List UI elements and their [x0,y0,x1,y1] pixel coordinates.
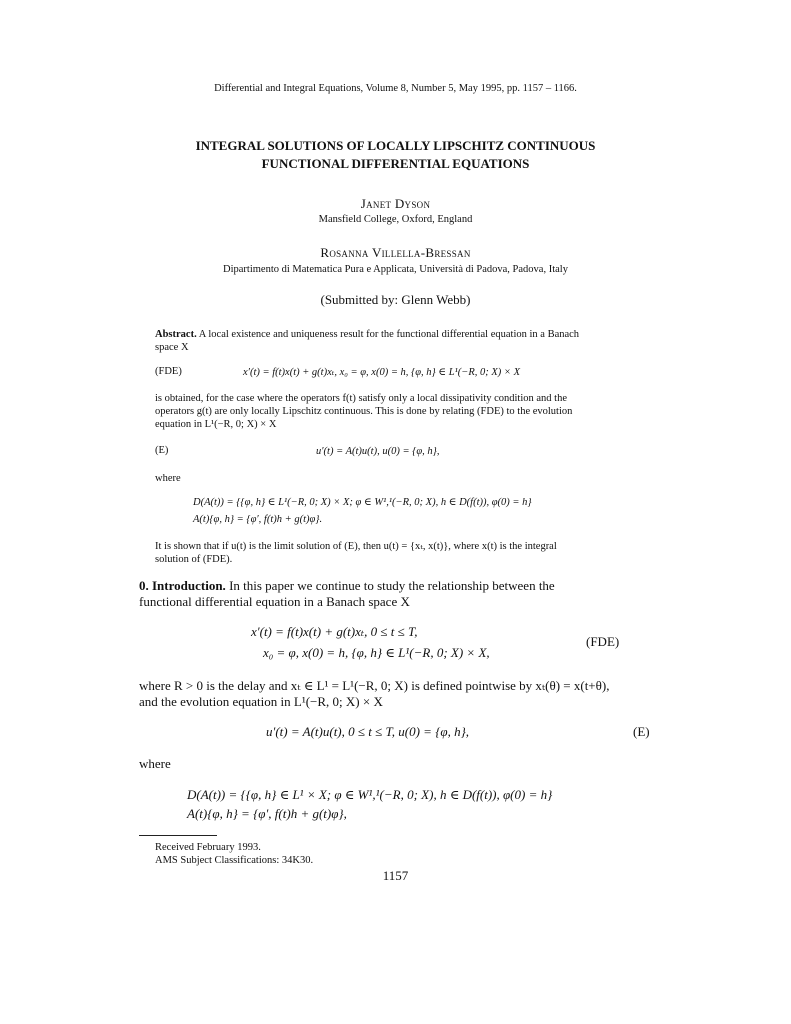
paper-title [0,137,791,173]
intro-e-equation: u′(t) = A(t)u(t), 0 ≤ t ≤ T, u(0) = {φ, h}, [266,724,470,739]
abstract-intro [155,328,645,354]
abstract-p2-line-3: equation in L¹(−R, 0; X) × X [155,419,277,430]
abstract-closing-line-2: solution of (FDE). [155,554,233,565]
intro-p2-line-1: where R > 0 is the delay and xₜ ∈ L¹ = L¹(−R, 0; X) is defined pointwise by xₜ(θ) = x(t+θ), [139,678,610,693]
intro-heading: 0. Introduction. [139,578,226,593]
title-line-1: INTEGRAL SOLUTIONS OF LOCALLY LIPSCHITZ CONTINUOUS [195,138,596,153]
page-number: 1157 [382,868,409,883]
abstract-e-label: (E) [155,445,169,456]
author-name-1: Janet Dyson [360,196,431,211]
abstract-fde-equation: x′(t) = f(t)x(t) + g(t)xₜ, x₀ = φ, x(0) = h, {φ, h} ∈ L¹(−R, 0; X) × X [243,367,521,378]
abstract-p2-line-1: is obtained, for the case where the operators f(t) satisfy only a local dissipativity condition and the [155,393,568,404]
author-name-2: Rosanna Villella-Bressan [320,245,471,260]
intro-domain-line-2: A(t){φ, h} = {φ′, f(t)h + g(t)φ}, [187,806,347,821]
author-affiliation-2: Dipartimento di Matematica Pura e Applicata, Università di Padova, Padova, Italy [223,264,568,275]
journal-header: Differential and Integral Equations, Volume 8, Number 5, May 1995, pp. 1157 – 1166. [214,83,577,94]
abstract-p2-line-2: operators g(t) are only locally Lipschitz continuous. This is done by relating (FDE) to the evolution [155,406,573,417]
abstract-e-equation: u′(t) = A(t)u(t), u(0) = {φ, h}, [316,446,440,457]
abstract-fde-label: (FDE) [155,366,182,377]
abstract-paragraph-2 [155,392,645,431]
intro-e-tag: (E) [633,724,650,739]
intro-line-2: functional differential equation in a Banach space X [139,594,410,609]
intro-line-1: In this paper we continue to study the relationship between the [229,578,555,593]
intro-fde-line-2: x₀ = φ, x(0) = h, {φ, h} ∈ L¹(−R, 0; X) × X, [263,645,490,660]
footnote-received: Received February 1993. [155,842,261,853]
abstract-where: where [155,473,181,484]
intro-where: where [139,756,171,771]
abstract-closing [155,540,645,566]
intro-domain-line-1: D(A(t)) = {{φ, h} ∈ L¹ × X; φ ∈ W¹,¹(−R, 0; X), h ∈ D(f(t)), φ(0) = h} [187,787,553,802]
abstract-line-1: A local existence and uniqueness result for the functional differential equation in a Banach [198,329,580,340]
footnote-ams: AMS Subject Classifications: 34K30. [155,855,314,866]
intro-fde-line-1: x′(t) = f(t)x(t) + g(t)xₜ, 0 ≤ t ≤ T, [251,624,418,639]
intro-paragraph [139,578,653,610]
intro-p2-line-2: and the evolution equation in L¹(−R, 0; X) × X [139,694,383,709]
intro-paragraph-2 [139,678,653,710]
abstract-line-2: space X [155,342,189,353]
title-line-2: FUNCTIONAL DIFFERENTIAL EQUATIONS [261,156,530,171]
abstract-closing-line-1: It is shown that if u(t) is the limit solution of (E), then u(t) = {xₜ, x(t)}, where x(t) is the integral [155,541,557,552]
abstract-heading: Abstract. [155,329,197,340]
intro-fde-tag: (FDE) [586,634,620,649]
abstract-domain-line-2: A(t){φ, h} = {φ′, f(t)h + g(t)φ}. [193,514,323,525]
abstract-domain-line-1: D(A(t)) = {{φ, h} ∈ L¹(−R, 0; X) × X; φ ∈ W¹,¹(−R, 0; X), h ∈ D(f(t)), φ(0) = h} [193,497,532,508]
author-affiliation-1: Mansfield College, Oxford, England [318,214,473,225]
submitted-by: (Submitted by: Glenn Webb) [320,292,471,307]
footnote-rule [139,835,217,836]
